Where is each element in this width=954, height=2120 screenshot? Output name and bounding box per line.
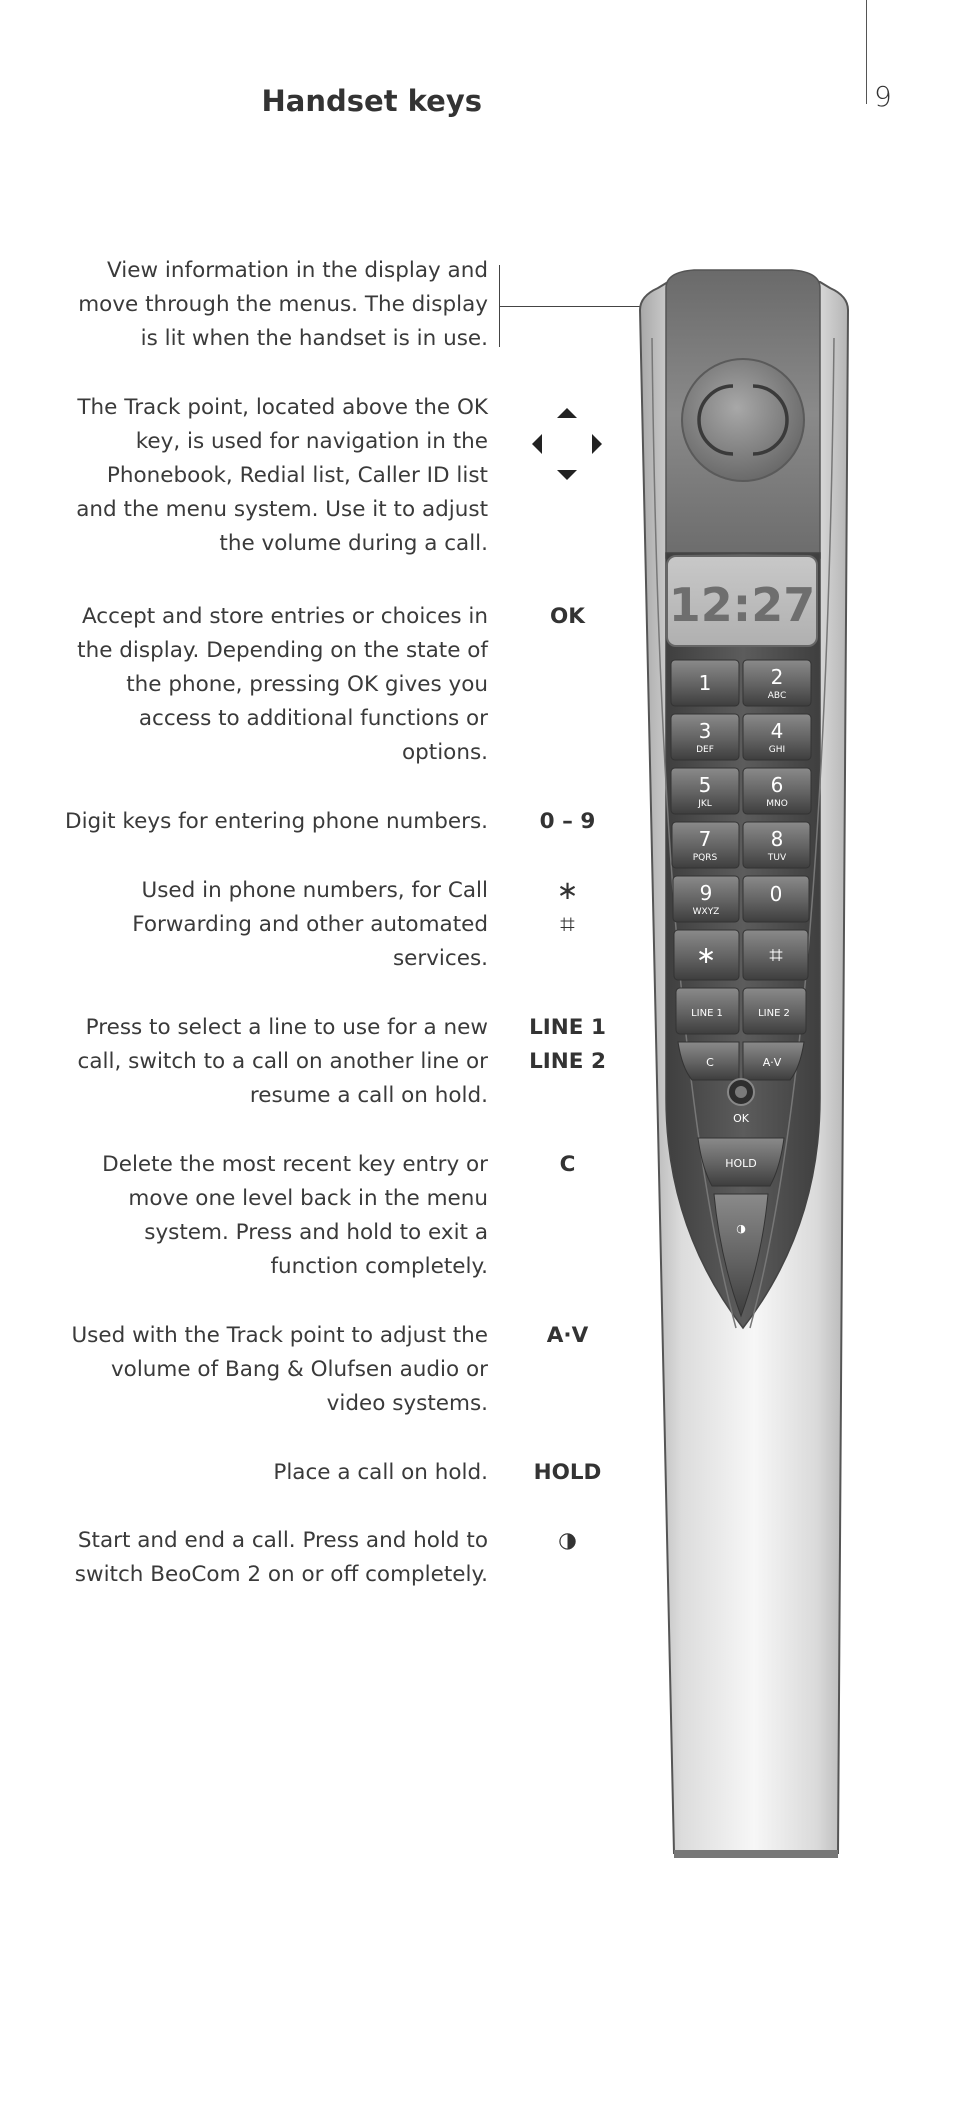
key-label-power: ◑ <box>558 1528 577 1553</box>
svg-text:GHI: GHI <box>768 745 786 755</box>
svg-text:8: 8 <box>770 827 784 851</box>
arrow-keys-icon <box>528 404 606 484</box>
svg-text:TUV: TUV <box>767 853 787 863</box>
desc-ok: Accept and store entries or choices in the display. Depending on the state of the phone, pressing OK gives you access to additional functions or options. <box>77 604 488 765</box>
svg-text:1: 1 <box>698 671 712 695</box>
svg-text:JKL: JKL <box>698 799 712 809</box>
key-label-av: A·V <box>546 1323 589 1348</box>
digit-key-9 <box>673 876 739 922</box>
page-title: Handset keys <box>261 84 482 118</box>
svg-text:9: 9 <box>699 881 713 905</box>
key-label-ok: OK <box>550 604 585 629</box>
svg-text:4: 4 <box>770 719 784 743</box>
key-label-digits: 0 – 9 <box>539 809 596 834</box>
svg-text:HOLD: HOLD <box>725 1157 757 1170</box>
svg-text:7: 7 <box>698 827 712 851</box>
svg-text:LINE 1: LINE 1 <box>691 1008 723 1019</box>
key-label-star-hash: ∗ ⌗ <box>556 876 579 940</box>
desc-power-key: Start and end a call. Press and hold to switch BeoCom 2 on or off completely. <box>74 1528 488 1587</box>
display-time: 12:27 <box>668 578 816 632</box>
svg-text:6: 6 <box>770 773 784 797</box>
svg-text:3: 3 <box>698 719 712 743</box>
line1-key <box>676 988 739 1034</box>
digit-key-0 <box>743 876 809 922</box>
desc-display: View information in the display and move through the menus. The display is lit when the handset is in use. <box>78 258 488 351</box>
key-label-hold: HOLD <box>533 1460 602 1485</box>
digit-key-1 <box>671 660 739 706</box>
svg-text:LINE 2: LINE 2 <box>758 1008 790 1019</box>
svg-text:ABC: ABC <box>767 691 787 701</box>
desc-digit-keys: Digit keys for entering phone numbers. <box>65 809 488 834</box>
star-key <box>674 930 739 980</box>
svg-text:∗: ∗ <box>695 941 717 969</box>
svg-text:A·V: A·V <box>762 1056 782 1069</box>
digit-key-2 <box>743 660 811 706</box>
svg-text:◑: ◑ <box>736 1222 746 1235</box>
svg-text:5: 5 <box>698 773 712 797</box>
svg-text:MNO: MNO <box>766 799 788 809</box>
key-label-c: C <box>559 1152 576 1177</box>
page-number: 9 <box>874 80 892 113</box>
digit-key-7 <box>672 822 739 868</box>
page-rule <box>866 0 867 104</box>
digit-key-8 <box>743 822 810 868</box>
svg-text:⌗: ⌗ <box>769 941 783 969</box>
svg-text:C: C <box>706 1056 714 1069</box>
svg-text:DEF: DEF <box>696 745 714 755</box>
svg-text:OK: OK <box>733 1112 749 1125</box>
digit-key-6 <box>743 768 811 814</box>
svg-text:PQRS: PQRS <box>692 853 718 863</box>
desc-hold-key: Place a call on hold. <box>273 1460 488 1485</box>
key-label-line: LINE 1 LINE 2 <box>529 1015 606 1074</box>
hash-key <box>743 930 808 980</box>
svg-text:0: 0 <box>769 882 783 906</box>
digit-key-5 <box>671 768 739 814</box>
digit-key-3 <box>671 714 739 760</box>
hold-key <box>698 1138 784 1186</box>
line2-key <box>743 988 806 1034</box>
desc-c-key: Delete the most recent key entry or move one level back in the menu system. Press and hold to exit a function completely. <box>102 1152 488 1279</box>
desc-star-hash: Used in phone numbers, for Call Forwarding and other automated services. <box>132 878 488 971</box>
desc-track-point: The Track point, located above the OK key, is used for navigation in the Phonebook, Redial list, Caller ID list and the menu system. Use it to adjust the volume during a call. <box>76 395 488 556</box>
desc-av-key: Used with the Track point to adjust the volume of Bang & Olufsen audio or video systems. <box>71 1323 488 1416</box>
handset-illustration <box>636 268 852 1868</box>
digit-key-4 <box>743 714 811 760</box>
svg-text:2: 2 <box>770 665 784 689</box>
desc-line-keys: Press to select a line to use for a new call, switch to a call on another line or resume a call on hold. <box>77 1015 488 1108</box>
svg-text:WXYZ: WXYZ <box>692 907 720 917</box>
